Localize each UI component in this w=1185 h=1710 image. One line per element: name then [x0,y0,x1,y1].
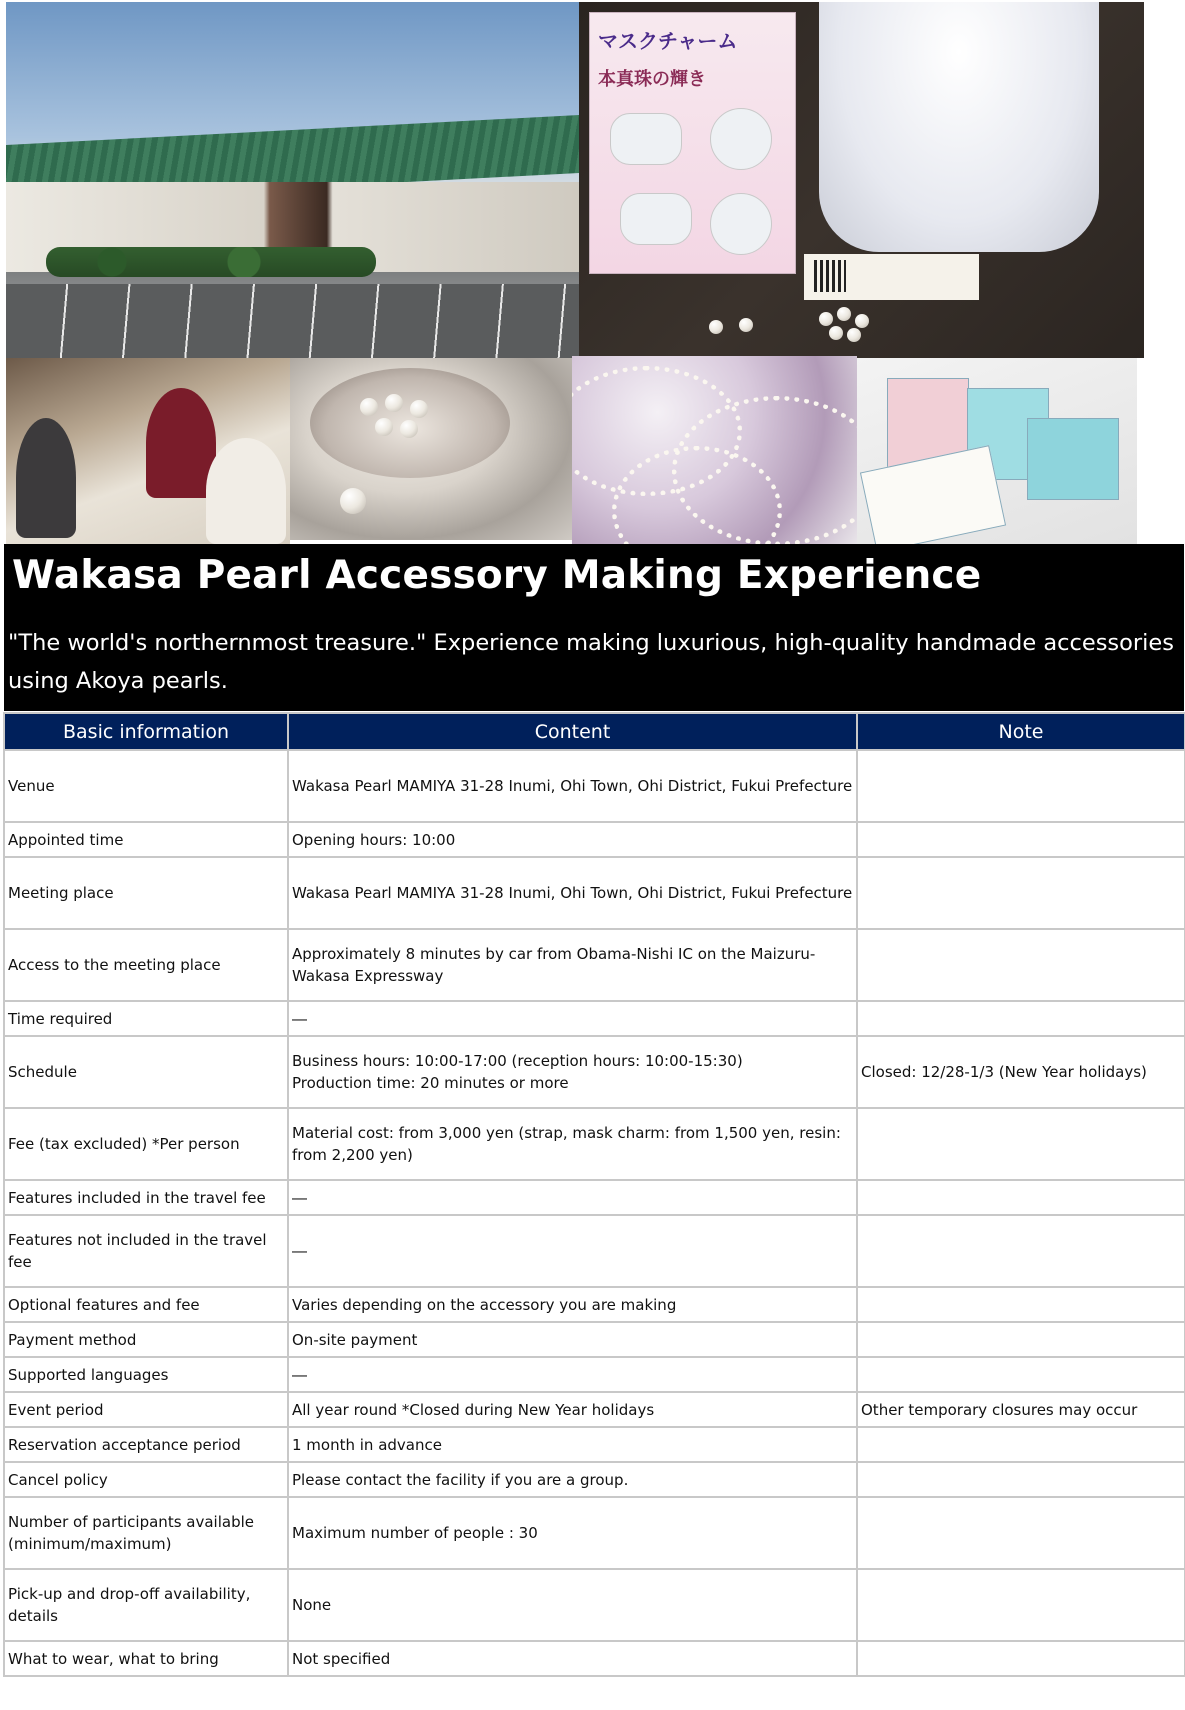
pearl [385,394,403,412]
table-row [4,1287,1185,1322]
table-row [4,1497,1185,1569]
row-note [857,929,1185,1001]
table-row [4,857,1185,929]
pearl [709,320,723,334]
schedule-line-2: Production time: 20 minutes or more [292,1074,569,1092]
row-label: Venue [4,750,288,822]
table-row [4,822,1185,857]
column-header-basic-info: Basic information [4,713,288,750]
row-content: Not specified [288,1641,857,1676]
row-label: Appointed time [4,822,288,857]
page-title: Wakasa Pearl Accessory Making Experience [12,553,982,598]
card-heading-text: マスクチャーム [598,29,738,53]
column-header-content: Content [288,713,857,750]
table-row [4,1108,1185,1180]
row-note [857,1001,1185,1036]
table-row [4,1180,1185,1215]
table-row [4,1392,1185,1427]
row-content [288,1036,857,1108]
row-label: Optional features and fee [4,1287,288,1322]
row-label: Fee (tax excluded) *Per person [4,1108,288,1180]
table-row [4,1427,1185,1462]
pearl-shell-photo [290,358,572,540]
row-note [857,1322,1185,1357]
column-header-note: Note [857,713,1185,750]
title-band [4,544,1184,711]
row-label: Cancel policy [4,1462,288,1497]
row-content: 1 month in advance [288,1427,857,1462]
schedule-line-1: Business hours: 10:00-17:00 (reception hours: 10:00-15:30) [292,1052,743,1070]
row-note [857,1215,1185,1287]
table-row [4,1001,1185,1036]
pearl-jewelry-photo [572,356,857,544]
basic-info-table [3,712,1185,1677]
participant [206,438,286,544]
gift-box-photo [857,358,1137,544]
participant [16,418,76,538]
row-note [857,1287,1185,1322]
row-note: Closed: 12/28-1/3 (New Year holidays) [857,1036,1185,1108]
row-content: ― [288,1357,857,1392]
row-content: Varies depending on the accessory you are making [288,1287,857,1322]
card-subheading-text: 本真珠の輝き [598,69,706,90]
necklace-display-bust [819,2,1099,252]
pearl [400,420,418,438]
row-note [857,1462,1185,1497]
row-note [857,1497,1185,1569]
mask-illustration [710,108,772,170]
row-label: Supported languages [4,1357,288,1392]
mask-illustration [620,193,692,245]
certificate-card [860,445,1006,544]
table-row [4,1036,1185,1108]
row-content: Maximum number of people : 30 [288,1497,857,1569]
qr-tag [804,254,979,300]
workshop-photo [6,358,290,544]
row-label: Payment method [4,1322,288,1357]
row-label: Features not included in the travel fee [4,1215,288,1287]
row-label: Features included in the travel fee [4,1180,288,1215]
row-label: Meeting place [4,857,288,929]
row-note [857,822,1185,857]
mask-charm-necklace-photo [579,2,1144,358]
row-label: Schedule [4,1036,288,1108]
hedge [46,247,376,277]
pearl [855,314,869,328]
table-row [4,1462,1185,1497]
row-note [857,1641,1185,1676]
row-note [857,1427,1185,1462]
table-row [4,1357,1185,1392]
table-row [4,1569,1185,1641]
table-row [4,750,1185,822]
facility-exterior-photo [6,2,579,358]
row-note [857,1180,1185,1215]
qr-code-icon [814,260,846,292]
page-subtitle: "The world's northernmost treasure." Experience making luxurious, high-quality handmade accessories using Akoya pearls. [8,630,1174,694]
table-row [4,1322,1185,1357]
row-content: All year round *Closed during New Year holidays [288,1392,857,1427]
row-content: Wakasa Pearl MAMIYA 31-28 Inumi, Ohi Town, Ohi District, Fukui Prefecture [288,857,857,929]
row-content: Material cost: from 3,000 yen (strap, mask charm: from 1,500 yen, resin: from 2,200 yen) [288,1108,857,1180]
row-content: ― [288,1180,857,1215]
row-label: Number of participants available (minimum/maximum) [4,1497,288,1569]
row-note [857,750,1185,822]
row-label: What to wear, what to bring [4,1641,288,1676]
row-content: Wakasa Pearl MAMIYA 31-28 Inumi, Ohi Town, Ohi District, Fukui Prefecture [288,750,857,822]
row-label: Access to the meeting place [4,929,288,1001]
row-content: Approximately 8 minutes by car from Obama-Nishi IC on the Maizuru-Wakasa Expressway [288,929,857,1001]
row-note [857,1569,1185,1641]
row-note [857,857,1185,929]
pearl [360,398,378,416]
pearl [829,326,843,340]
table-row [4,929,1185,1001]
row-label: Pick-up and drop-off availability, details [4,1569,288,1641]
table-header-row [4,713,1185,750]
row-note [857,1357,1185,1392]
pearl [837,307,851,321]
row-content: Please contact the facility if you are a group. [288,1462,857,1497]
mask-illustration [610,113,682,165]
row-label: Event period [4,1392,288,1427]
pearl [847,328,861,342]
pearl [410,400,428,418]
blue-gift-box [1027,418,1119,500]
mask-illustration [710,193,772,255]
table-row [4,1641,1185,1676]
row-note: Other temporary closures may occur [857,1392,1185,1427]
row-content: Opening hours: 10:00 [288,822,857,857]
pearl [375,418,393,436]
parking-lot [6,284,579,358]
row-content: None [288,1569,857,1641]
row-label: Time required [4,1001,288,1036]
pearl [739,318,753,332]
row-content: ― [288,1215,857,1287]
participant [146,388,216,498]
row-content: On-site payment [288,1322,857,1357]
pearl [819,312,833,326]
row-content: ― [288,1001,857,1036]
row-note [857,1108,1185,1180]
row-label: Reservation acceptance period [4,1427,288,1462]
pearl [340,488,366,514]
table-row [4,1215,1185,1287]
mask-charm-card [589,12,796,274]
